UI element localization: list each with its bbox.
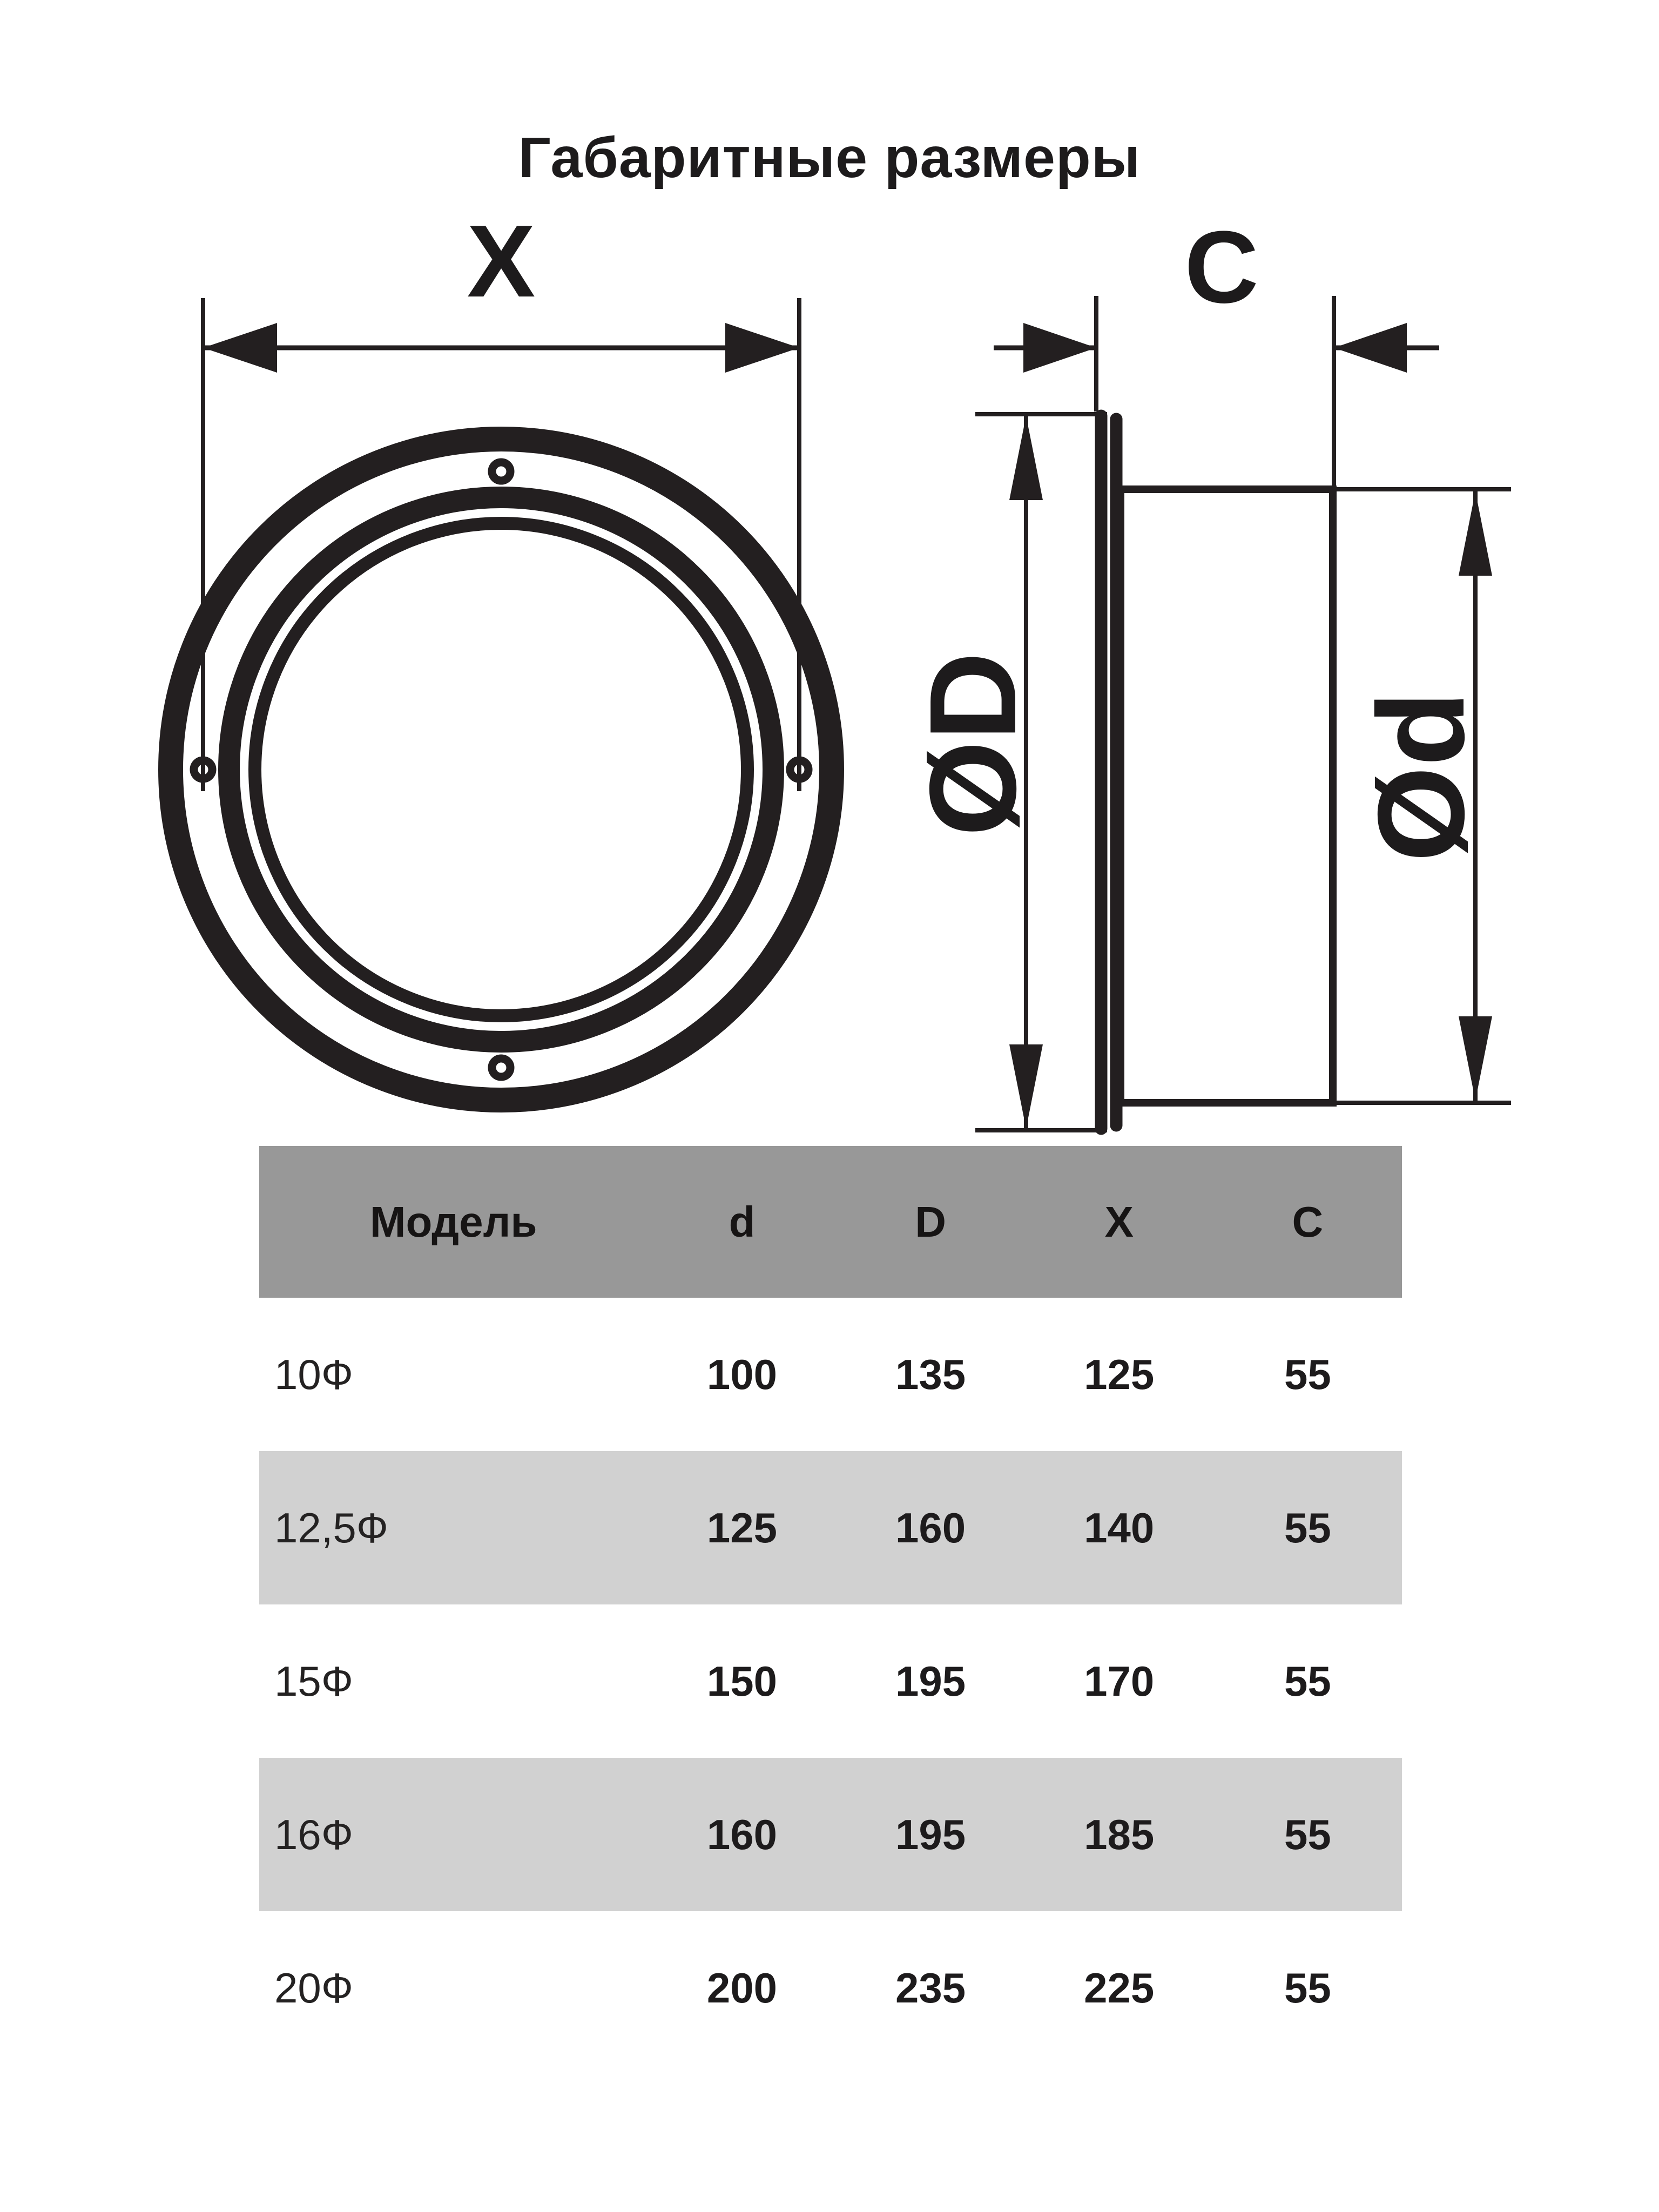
- mount-hole-top: [492, 462, 510, 481]
- C-cell: 55: [1284, 1350, 1331, 1398]
- d-cell: 150: [706, 1657, 778, 1705]
- C-cell: 55: [1284, 1503, 1331, 1552]
- mount-hole-bottom: [492, 1058, 510, 1077]
- side-view: [905, 210, 1511, 1130]
- table-row: [259, 1911, 1402, 2065]
- model-cell: 10Ф: [274, 1350, 354, 1398]
- c-arrowhead-right: [1334, 323, 1407, 373]
- front-view: [171, 204, 832, 1100]
- model-cell: 20Ф: [274, 1964, 354, 2012]
- column-header-D: D: [915, 1197, 947, 1246]
- X-cell: 170: [1084, 1657, 1155, 1705]
- table-row: [259, 1758, 1402, 1911]
- model-cell: 12,5Ф: [274, 1503, 389, 1552]
- d-big-arrowhead-up: [1009, 416, 1043, 500]
- d-small-arrowhead-down: [1459, 1016, 1492, 1101]
- D-cell: 160: [895, 1503, 966, 1552]
- flange-outer-circle: [171, 439, 832, 1100]
- D-cell: 235: [895, 1964, 966, 2012]
- column-header-X: X: [1104, 1197, 1134, 1246]
- C-cell: 55: [1284, 1810, 1331, 1858]
- x-arrowhead-right: [725, 323, 799, 373]
- C-cell: 55: [1284, 1964, 1331, 2012]
- column-header-model: Модель: [369, 1197, 537, 1246]
- D-cell: 195: [895, 1657, 966, 1705]
- table-row: [259, 1604, 1402, 1758]
- d-cell: 200: [706, 1964, 778, 2012]
- d-cell: 125: [706, 1503, 778, 1552]
- page-title: Габаритные размеры: [518, 126, 1141, 190]
- d-small-dimension-label: Ød: [1353, 691, 1490, 862]
- model-cell: 15Ф: [274, 1657, 354, 1705]
- d-cell: 160: [706, 1810, 778, 1858]
- model-cell: 16Ф: [274, 1810, 354, 1858]
- column-header-d: d: [729, 1197, 756, 1246]
- D-cell: 135: [895, 1350, 966, 1398]
- d-small-arrowhead-up: [1459, 491, 1492, 576]
- d-big-arrowhead-down: [1009, 1044, 1043, 1129]
- dimensions-table: [259, 1146, 1402, 2065]
- X-cell: 225: [1084, 1964, 1155, 2012]
- X-cell: 185: [1084, 1810, 1155, 1858]
- table-header-row: [259, 1146, 1402, 1298]
- c-arrowhead-left: [1023, 323, 1096, 373]
- X-cell: 140: [1084, 1503, 1155, 1552]
- table-row: [259, 1298, 1402, 1451]
- flange-inner-ring-circle: [229, 497, 773, 1042]
- d-cell: 100: [706, 1350, 778, 1398]
- x-dimension-label: X: [467, 204, 536, 319]
- table-row: [259, 1451, 1402, 1604]
- x-arrowhead-left: [203, 323, 277, 373]
- duct-opening-circle: [255, 523, 747, 1016]
- duct-body: [1121, 489, 1333, 1103]
- D-cell: 195: [895, 1810, 966, 1858]
- X-cell: 125: [1084, 1350, 1155, 1398]
- c-dimension-label: C: [1184, 210, 1259, 325]
- column-header-C: C: [1292, 1197, 1324, 1246]
- d-big-dimension-label: ØD: [905, 652, 1042, 837]
- C-cell: 55: [1284, 1657, 1331, 1705]
